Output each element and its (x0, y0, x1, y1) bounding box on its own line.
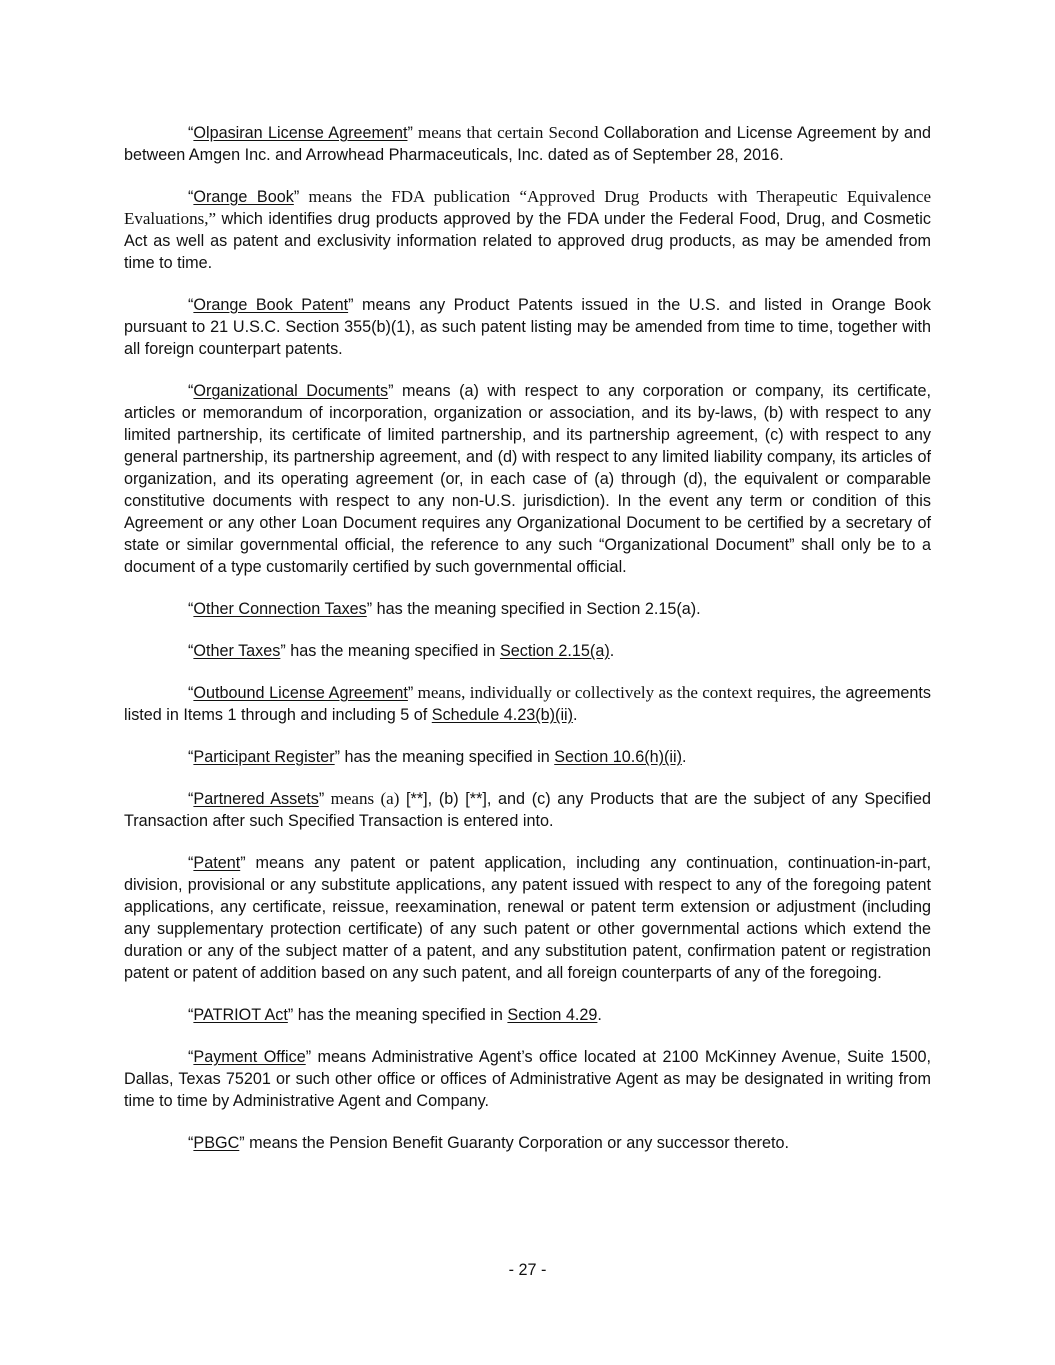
definition-other-connection-taxes (124, 598, 931, 620)
close-quote: ” (334, 748, 341, 766)
open-quote: “ (188, 854, 194, 872)
close-quote: ” (287, 1006, 294, 1024)
definition-text: has the meaning specified in (293, 1006, 508, 1024)
close-quote: ” (348, 296, 354, 314)
definition-text: means any patent or patent application, including any continuation, continuation-in-part, division, provisional or any substitute applications, any patent issued with respect to any of the foregoing patent applications, any certificate, reissue, reexamination, renewal or patent term extension or adjustment (including any supplementary protection certificate) of any such patent or other governmental actions which extend the duration or any of the subject matter of a patent, and any substitution patent, confirmation patent or registration patent or patent of addition based on any such patent, and all foreign counterparts of any of the foregoing. (124, 854, 931, 982)
close-quote: ” (280, 642, 286, 660)
open-quote: “ (188, 1048, 194, 1066)
definition-tail: . (681, 748, 687, 766)
definition-patent (124, 852, 931, 984)
definition-text: Collaboration and License Agreement by and between Amgen Inc. and Arrowhead Pharmaceuticals, Inc. dated as of September 28, 2016. (124, 124, 931, 164)
defined-term: Participant Register (193, 748, 335, 766)
open-quote: “ (188, 1006, 194, 1024)
open-quote: “ (188, 382, 194, 400)
definition-patriot-act (124, 1004, 931, 1026)
close-quote: ” (240, 854, 246, 872)
open-quote: “ (188, 296, 194, 314)
close-quote: ” (366, 600, 373, 618)
definition-pbgc (124, 1132, 931, 1154)
definition-orange-book-patent (124, 294, 931, 360)
open-quote: “ (188, 642, 194, 660)
section-reference-link[interactable]: Section 10.6(h)(ii) (554, 748, 682, 766)
definition-text: which identifies drug products approved by the FDA under the Federal Food, Drug, and Cosmetic Act as well as patent and exclusivity information related to approved drug products, as may be amended from time to time. (124, 210, 931, 272)
open-quote: “ (188, 790, 194, 808)
open-quote: “ (188, 124, 194, 142)
open-quote: “ (188, 1134, 194, 1152)
defined-term: Outbound License Agreement (193, 684, 408, 702)
close-quote: ” (407, 684, 414, 702)
defined-term: Partnered Assets (193, 790, 319, 808)
open-quote: “ (188, 684, 194, 702)
defined-term: PATRIOT Act (193, 1006, 288, 1024)
definition-text: means (a) with respect to any corporation or company, its certificate, articles or memorandum of incorporation, organization or association, and its by-laws, (b) with respect to any limited partnership, its certificate of limited partnership, and its partnership agreement, (c) with respect to any general partnership, its partnership agreement, and (d) with respect to any limited liability company, its articles of organization, and its operating agreement (or, in each case of (a) through (d), the equivalent or comparable constitutive documents with respect to any non-U.S. jurisdiction). In the event any term or condition of this Agreement or any other Loan Document requires any Organizational Document to be certified by a secretary of state or similar governmental official, the reference to any such “Organizational Document” shall only be to a document of a type customarily certified by such governmental official. (124, 382, 932, 576)
defined-term: Other Taxes (193, 642, 281, 660)
defined-term: Patent (193, 854, 241, 872)
definition-serif-lead: means that certain Second (412, 123, 604, 142)
close-quote: ” (293, 188, 300, 206)
definition-serif-lead: means the FDA publication “Approved Drug Products with Therapeutic Equivalence Evaluations,” (124, 187, 931, 228)
definition-serif-lead: means (a) (324, 789, 400, 808)
defined-term: Organizational Documents (193, 382, 389, 400)
schedule-reference-link[interactable]: Schedule 4.23(b)(ii) (431, 706, 574, 724)
defined-term: Payment Office (193, 1048, 306, 1066)
close-quote: ” (407, 124, 413, 142)
definition-text: has the meaning specified in (285, 642, 500, 660)
close-quote: ” (388, 382, 394, 400)
defined-term: Orange Book Patent (193, 296, 349, 314)
defined-term: Other Connection Taxes (193, 600, 367, 618)
definition-tail: . (573, 706, 578, 724)
definition-olpasiran-license-agreement (124, 122, 931, 166)
defined-term: PBGC (193, 1134, 240, 1152)
definition-text: has the meaning specified in (340, 748, 555, 766)
page-number: - 27 - (508, 1261, 547, 1279)
definition-partnered-assets (124, 788, 931, 832)
definition-text: means the Pension Benefit Guaranty Corporation or any successor thereto. (244, 1134, 790, 1152)
definition-text: means any Product Patents issued in the U.S. and listed in Orange Book pursuant to 21 U.S.C. Section 355(b)(1), as such patent listing may be amended from time to time, together with all foreign counterpart patents. (124, 296, 932, 358)
close-quote: ” (305, 1048, 312, 1066)
definition-text: has the meaning specified in Section 2.15(a). (372, 600, 701, 618)
open-quote: “ (188, 600, 194, 618)
definition-participant-register (124, 746, 931, 768)
section-reference-link[interactable]: Section 2.15(a) (499, 642, 610, 660)
definition-outbound-license-agreement (124, 682, 931, 726)
definition-text: means Administrative Agent’s office located at 2100 McKinney Avenue, Suite 1500, Dallas, Texas 75201 or such other office or offices of Administrative Agent as may be designated in writing from time to time by Administrative Agent and Company. (124, 1048, 932, 1110)
definition-orange-book (124, 186, 931, 274)
open-quote: “ (188, 748, 194, 766)
definition-organizational-documents (124, 380, 931, 578)
open-quote: “ (188, 188, 194, 206)
definition-text: [**], (b) [**], and (c) any Products that are the subject of any Specified Transaction after such Specified Transaction is entered into. (124, 790, 931, 830)
section-reference-link[interactable]: Section 4.29 (507, 1006, 598, 1024)
document-body (124, 122, 931, 1174)
definition-tail: . (597, 1006, 602, 1024)
definition-serif-lead: means, individually or collectively as the context requires, the (413, 683, 841, 702)
close-quote: ” (318, 790, 325, 808)
definition-text: agreements listed in Items 1 through and including 5 of (124, 684, 932, 724)
defined-term: Olpasiran License Agreement (193, 124, 408, 142)
definition-tail: . (609, 642, 615, 660)
defined-term: Orange Book (193, 188, 294, 206)
close-quote: ” (239, 1134, 245, 1152)
definition-payment-office (124, 1046, 931, 1112)
definition-other-taxes (124, 640, 931, 662)
